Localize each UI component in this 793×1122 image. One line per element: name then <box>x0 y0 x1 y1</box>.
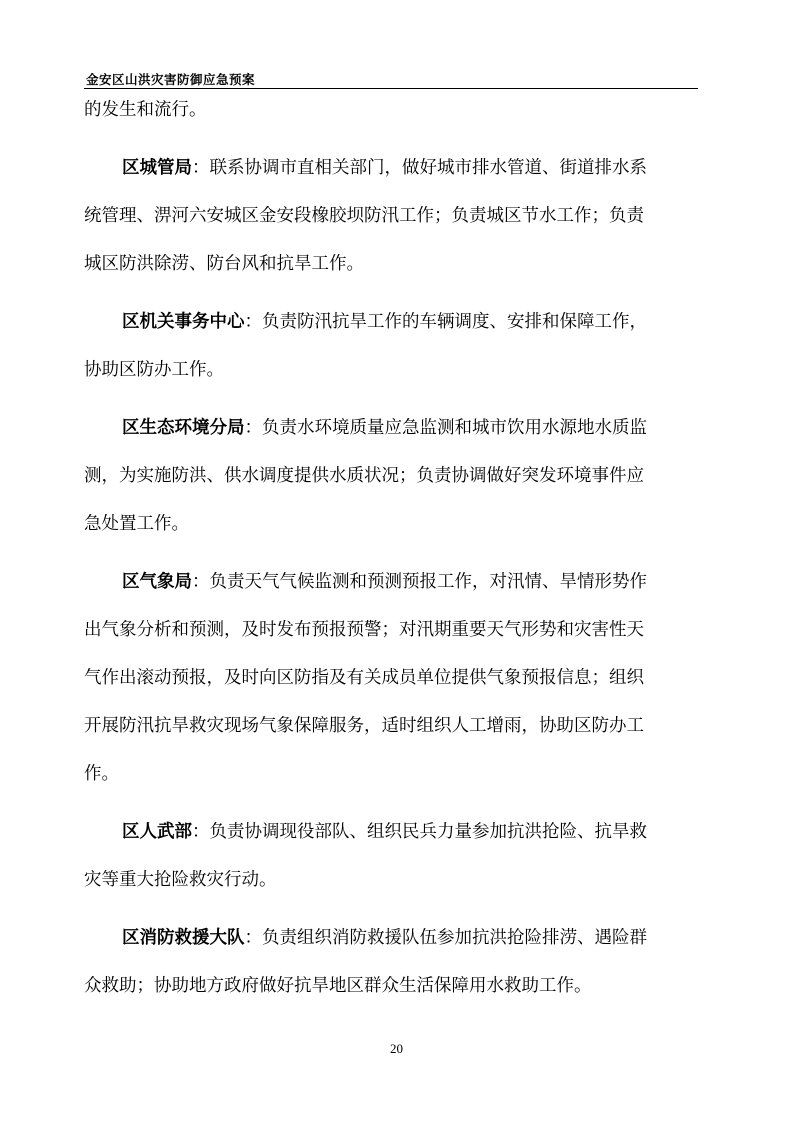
text-line <box>84 619 644 641</box>
text-line <box>84 975 592 997</box>
line-text: 出气象分析和预测，及时发布预报预警；对汛期重要天气形势和灾害性天 <box>84 620 644 640</box>
department-heading: 区消防救援大队 <box>122 928 245 948</box>
line-text: 灾等重大抢险救灾行动。 <box>84 870 277 890</box>
document-header-title: 金安区山洪灾害防御应急预案 <box>86 72 256 87</box>
line-text: 急处置工作。 <box>84 514 189 534</box>
line-text: 众救助；协助地方政府做好抗旱地区群众生活保障用水救助工作。 <box>84 976 592 996</box>
line-text: ：负责防汛抗旱工作的车辆调度、安排和保障工作， <box>244 312 647 332</box>
line-text: 统管理、淠河六安城区金安段橡胶坝防汛工作；负责城区节水工作；负责 <box>84 206 644 226</box>
text-line <box>84 359 224 381</box>
text-line <box>84 513 189 535</box>
text-line <box>84 763 119 785</box>
line-text: 作。 <box>84 764 119 784</box>
text-line <box>84 667 644 689</box>
text-line <box>84 205 644 227</box>
line-text: 气作出滚动预报，及时向区防指及有关成员单位提供气象预报信息；组织 <box>84 668 644 688</box>
line-text: 测，为实施防洪、供水调度提供水质状况；负责协调做好突发环境事件应 <box>84 466 644 486</box>
text-line <box>84 715 644 737</box>
department-heading: 区城管局 <box>122 158 192 178</box>
text-line <box>84 253 364 275</box>
department-heading: 区气象局 <box>122 572 192 592</box>
department-heading: 区机关事务中心 <box>122 312 245 332</box>
line-text: ：负责协调现役部队、组织民兵力量参加抗洪抢险、抗旱救 <box>192 822 647 842</box>
line-text: ：负责水环境质量应急监测和城市饮用水源地水质监 <box>244 418 647 438</box>
paragraph-first-line <box>122 417 647 439</box>
text-line <box>84 99 207 121</box>
paragraph-first-line <box>122 311 647 333</box>
line-text: 的发生和流行。 <box>84 100 207 120</box>
line-text: 开展防汛抗旱救灾现场气象保障服务，适时组织人工增雨，协助区防办工 <box>84 716 644 736</box>
line-text: 城区防洪除涝、防台风和抗旱工作。 <box>84 254 364 274</box>
paragraph-first-line <box>122 571 647 593</box>
line-text: ：负责天气气候监测和预测预报工作，对汛情、旱情形势作 <box>192 572 647 592</box>
line-text: ：联系协调市直相关部门，做好城市排水管道、街道排水系 <box>192 158 647 178</box>
paragraph-first-line <box>122 927 647 949</box>
line-text: 协助区防办工作。 <box>84 360 224 380</box>
header-divider <box>84 88 698 89</box>
line-text: ：负责组织消防救援队伍参加抗洪抢险排涝、遇险群 <box>244 928 647 948</box>
text-line <box>84 465 644 487</box>
department-heading: 区人武部 <box>122 822 192 842</box>
paragraph-first-line <box>122 157 647 179</box>
text-line <box>84 869 277 891</box>
page-number: 20 <box>390 1041 403 1056</box>
paragraph-first-line <box>122 821 647 843</box>
department-heading: 区生态环境分局 <box>122 418 245 438</box>
